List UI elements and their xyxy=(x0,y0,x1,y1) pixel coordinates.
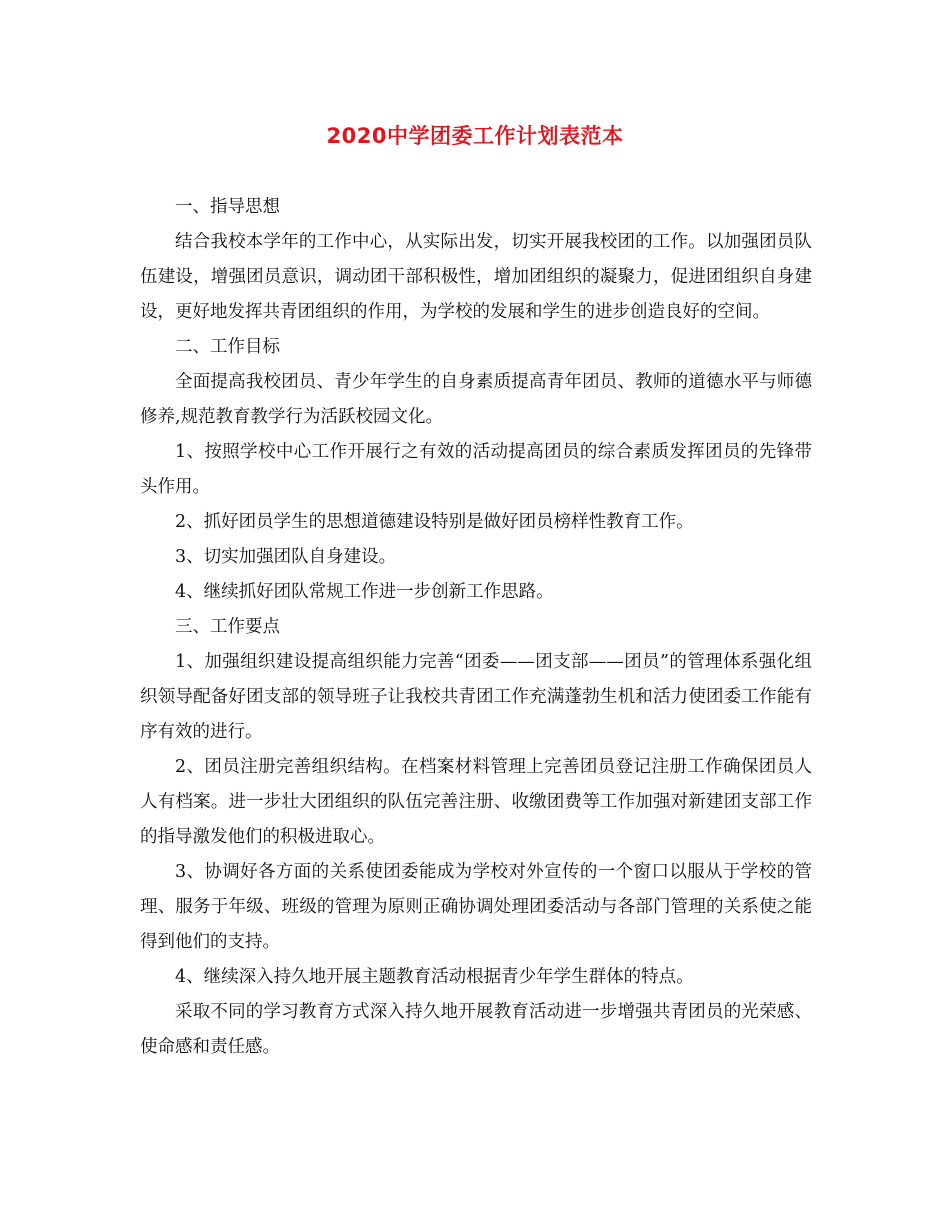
list-item: 4、继续深入持久地开展主题教育活动根据青少年学生群体的特点。 xyxy=(175,967,694,987)
list-item: 3、切实加强团队自身建设。 xyxy=(175,547,397,567)
paragraph: 采取不同的学习教育方式深入持久地开展教育活动进一步增强共青团员的光荣感、使命感和责任感。 xyxy=(140,1002,812,1057)
list-item: 4、继续抓好团队常规工作进一步创新工作思路。 xyxy=(175,582,554,602)
section-heading-guiding-ideology: 一、指导思想 xyxy=(175,197,280,217)
document-title: 2020中学团委工作计划表范本 xyxy=(326,124,624,148)
list-item: 1、按照学校中心工作开展行之有效的活动提高团员的综合素质发挥团员的先锋带头作用。 xyxy=(140,442,812,497)
section-heading-work-points: 三、工作要点 xyxy=(175,617,280,637)
section-heading-work-goals: 二、工作目标 xyxy=(175,337,280,357)
paragraph: 结合我校本学年的工作中心，从实际出发，切实开展我校团的工作。以加强团员队伍建设，增强团员意识，调动团干部积极性，增加团组织的凝聚力，促进团组织自身建设，更好地发挥共青团组织的作用，为学校的发展和学生的进步创造良好的空间。 xyxy=(140,232,812,322)
list-item: 3、协调好各方面的关系使团委能成为学校对外宣传的一个窗口以服从于学校的管理、服务于年级、班级的管理为原则正确协调处理团委活动与各部门管理的关系使之能得到他们的支持。 xyxy=(140,862,812,952)
list-item: 2、抓好团员学生的思想道德建设特别是做好团员榜样性教育工作。 xyxy=(175,512,694,532)
list-item: 2、团员注册完善组织结构。在档案材料管理上完善团员登记注册工作确保团员人人有档案。进一步壮大团组织的队伍完善注册、收缴团费等工作加强对新建团支部工作的指导激发他们的积极进取心。 xyxy=(140,757,812,847)
document-body xyxy=(140,190,812,1065)
list-item: 1、加强组织建设提高组织能力完善“团委——团支部——团员”的管理体系强化组织领导配备好团支部的领导班子让我校共青团工作充满蓬勃生机和活力使团委工作能有序有效的进行。 xyxy=(140,652,812,742)
paragraph: 全面提高我校团员、青少年学生的自身素质提高青年团员、教师的道德水平与师德修养,规范教育教学行为活跃校园文化。 xyxy=(140,372,812,427)
